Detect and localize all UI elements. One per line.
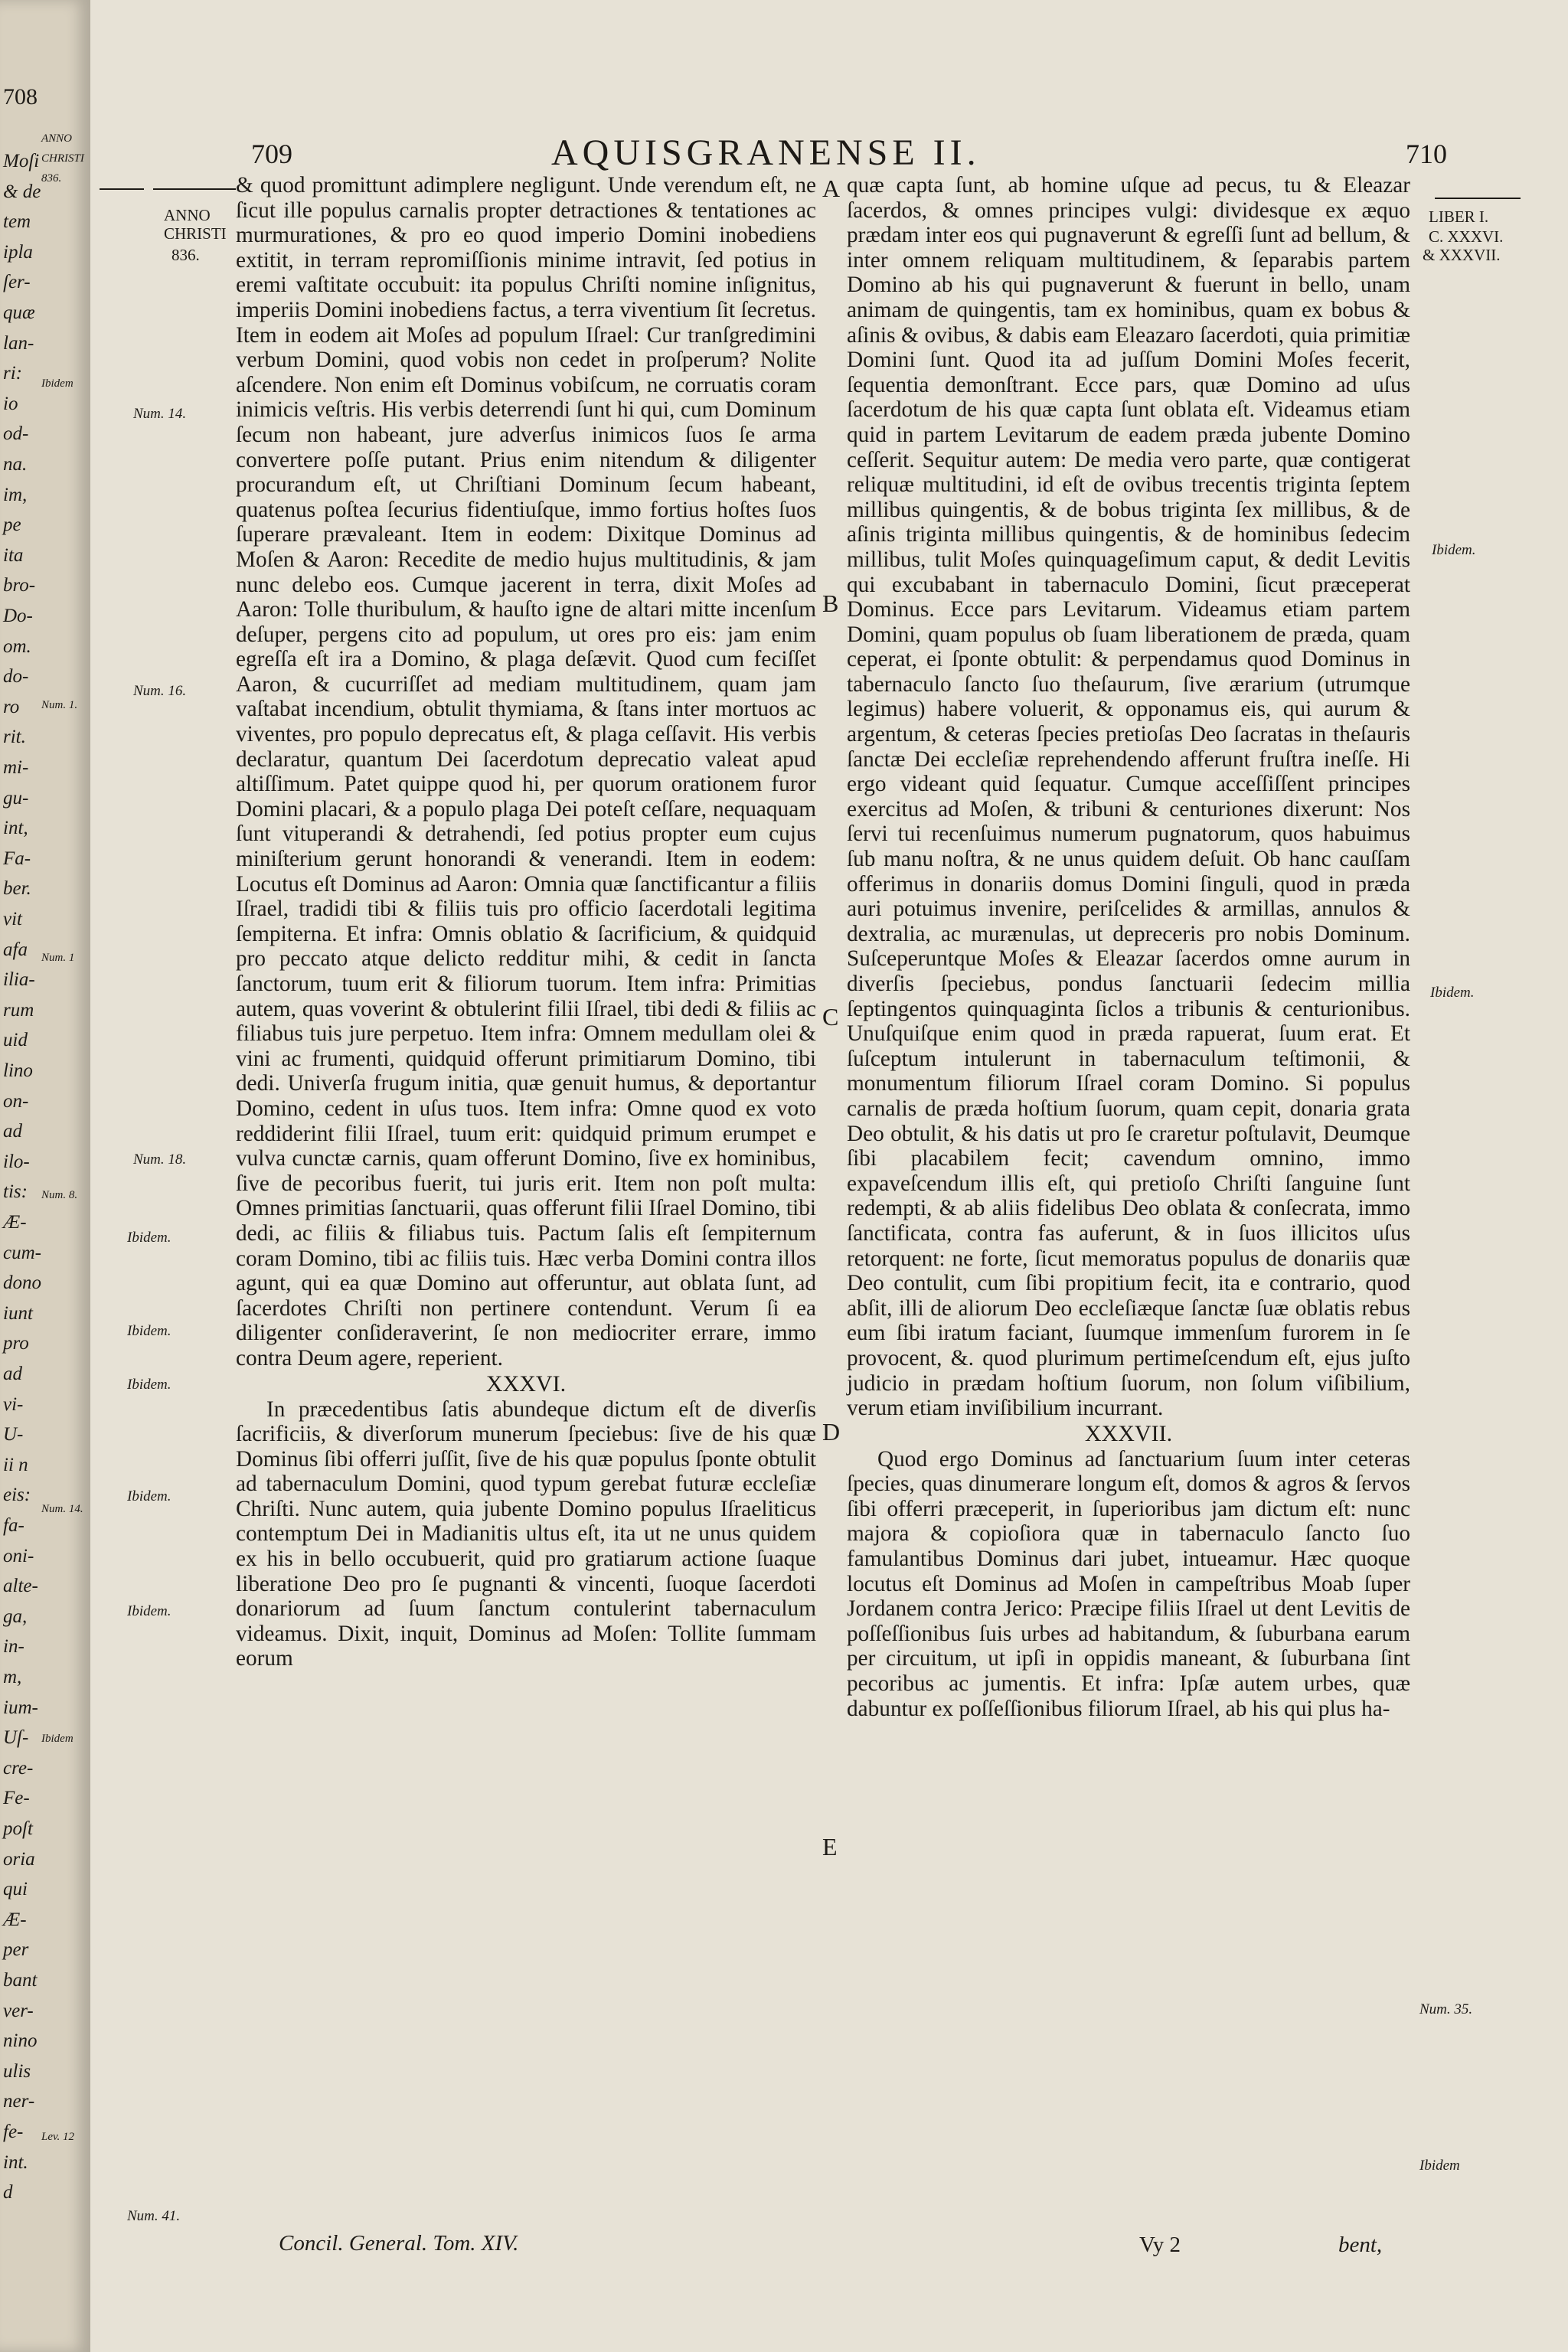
paragraph: Quod ergo Dominus ad ſanctuarium ſuum inter ceteras ſpecies, quas dinumerare longum eſt, domos & agros & ſervos ſibi offerri præceperit, in ſuperioribus jam dictum eſt: nunc majora & copioſiora quæ in tabernaculo ſancto ſuo famulantibus Dominus dari jubet, intueamur. Hæc quoque locutus eſt Dominus ad Moſen in campeſtribus Moab ſuper Jordanem contra Jerico: Præcipe filiis Iſrael ut dent Levitis de poſſeſſionibus ſuis urbes ad habitandum, & ſuburbana earum per circuitum, ut ipſi in oppidis maneant, & ſuburbana ſint pecoribus ac jumentis. Et infra: Ipſæ autem urbes, quæ dabuntur ex poſſeſſionibus filiorum Iſrael, ab his qui plus ha-: [847, 1446, 1410, 1721]
previous-page-fragment: ſer-: [3, 272, 31, 293]
previous-page-fragment: oni-: [3, 1545, 34, 1566]
previous-page-fragment: ga,: [3, 1606, 28, 1627]
previous-page-fragment: ulis: [3, 2060, 31, 2082]
chapter-heading: XXXVI.: [485, 1370, 567, 1396]
previous-page-margin-note: Num. 1.: [41, 699, 78, 711]
margin-note: Ibidem.: [127, 1323, 172, 1339]
section-letter: B: [822, 590, 839, 617]
previous-page-fragment: oria: [3, 1848, 35, 1870]
previous-page-fragment: m,: [3, 1667, 22, 1687]
previous-page-fragment: tis:: [3, 1181, 28, 1203]
previous-page-fragment: afa: [3, 939, 28, 960]
rule-left-column: [153, 188, 236, 190]
right-page-number: 710: [1406, 139, 1447, 169]
previous-page-fragment: alte-: [3, 1576, 38, 1597]
previous-page-fragment: eis:: [3, 1485, 31, 1506]
previous-page-fragment: tem: [3, 211, 31, 233]
previous-page-fragment: Æ-: [3, 1909, 27, 1930]
previous-page-fragment: nino: [3, 2030, 38, 2052]
previous-page-number: 708: [3, 84, 38, 109]
previous-page-fragment: cum-: [3, 1242, 41, 1263]
margin-note: Ibidem.: [127, 1377, 172, 1393]
previous-page-fragment: lan-: [3, 332, 34, 354]
previous-page-fragment: im,: [3, 484, 28, 505]
previous-page-fragment: on-: [3, 1090, 29, 1112]
previous-page-margin-note: Num. 14.: [41, 1503, 83, 1515]
previous-page-fragment: io: [3, 393, 18, 414]
margin-note: Ibidem.: [1432, 542, 1476, 558]
previous-page-fragment: ium-: [3, 1697, 38, 1718]
previous-page-fragment: pe: [3, 514, 21, 536]
margin-liber: LIBER I.: [1429, 207, 1489, 226]
margin-note: Ibidem.: [127, 1488, 172, 1504]
previous-page-fragment: bant: [3, 1970, 38, 1991]
rule-left-margin: [100, 188, 144, 190]
paragraph: quæ capta ſunt, ab homine uſque ad pecus, tu & Eleazar ſacerdos, & omnes principes vulgi: dividesque ex æquo prædam inter eos qui pugnaverunt & egreſſi ſunt ad bellum, & inter omnem reliquam multitudinem, & ſeparabis partem Domino ab his qui pugnaverunt & fuerunt in bello, unam animam de quingentis, tam ex hominibus, quam ex bobus & aſinis & ovibus, & dabis eam Eleazaro ſacerdoti, quia primitiæ Domini ſunt. Quod ita ad juſſum Domini Moſes fecerit, ſequentia demonſtrant. Ecce pars, quæ Domino ad uſus ſacerdotum de his quæ capta ſunt oblata eſt. Videamus etiam quid in partem Levitarum de eadem præda jubente Domino ceſſerit. Sequitur autem: De media vero parte, quæ contigerat reliquæ multitudini, id eſt de ovibus trecentis triginta ſeptem millibus quingentis, & de bobus triginta ſex millibus, & de aſinis triginta millibus quingentis, & de hominibus ſedecim millibus, tulit Moſes quinquageſimum caput, & dedit Levitis qui excubabant in tabernaculo Domini, ſicut præceperat Dominus. Ecce pars Levitarum. Videamus etiam partem Domini, quam populus ob ſuam liberationem de præda, quam ceperat, ei ſponte obtulit: & perpendamus quod Dominus in tabernaculo ſancto ſuo theſaurum, ſive ærarium (utrumque legimus) habere voluerit, & opponamus eis, qui aurum & argentum, & ceteras ſpecies pretioſas Deo ſacratas in theſauris ſanctæ Dei eccleſiæ reprehendendo afferunt fruſtra ineſſe. Hi ergo videant quid ſequatur. Cumque acceſſiſſent principes exercitus ad Moſen, & tribuni & centuriones dixerunt: Nos ſervi tui recenſuimus numerum pugnatorum, quos habuimus ſub manu noſtra, & ne unus quidem deſuit. Ob hanc cauſſam offerimus in donariis domus Domini ſinguli, quod in præda auri potuimus invenire, periſcelides & armillas, annulos & dextralia, ac murænulas, ut depreceris pro nobis Dominum. Suſceperuntque Moſes & Eleazar ſacerdos omne aurum in diverſis ſpeciebus, pondus ſanctuarii ſedecim millia ſeptingentos quinquaginta ſiclos a tribunis & centurionibus. Unuſquiſque enim quod in præda rapuerat, ſuum erat. Et ſuſceptum intulerunt in tabernaculum teſtimonii, & monumentum filiorum Iſrael coram Domino. Si populus carnalis de præda hoſtium ſuorum, quam cepit, donaria grata Deo obtulit, & his datis ut pro ſe craretur poſtulavit, Deumque ſibi placabilem fecit; cavendum omnino, immo expaveſcendum illis eſt, qui pretioſo Chriſti ſanguine ſunt redempti, & ab aliis fidelibus Deo oblata & conſecrata, immo ſanctificata, contra fas auferunt, & in ſuos illicitos uſus retorquent: ne forte, ſicut memoratus populus de donariis quæ Deo contulit, cum ſibi propitium fecit, ita e contrario, quod abſit, illi de aliorum Deo eccleſiæque ſanctæ ſuæ oblatis rebus eum ſibi iratum faciant, ſuumque immenſum furorem in ſe provocent, &. quod plurimum pertimeſcendum eſt, ejus juſto judicio in prædam hoſtium ſuorum, non ſolum viſibilium, verum etiam inviſibilium incurrant.: [847, 173, 1410, 1421]
rule-right-margin: [1435, 198, 1521, 199]
running-title: AQUISGRANENSE II.: [551, 132, 981, 173]
previous-page-fragment: lino: [3, 1060, 33, 1081]
section-letter: D: [822, 1418, 841, 1446]
section-letter: A: [822, 175, 841, 202]
previous-page-fragment: Uſ-: [3, 1727, 29, 1749]
previous-page-fragment: Fa-: [3, 848, 31, 869]
previous-page-fragment: ita: [3, 544, 24, 566]
previous-page-margin-note: Num. 1: [41, 952, 75, 964]
previous-page-fragment: rit.: [3, 727, 26, 748]
margin-chapters: & XXXVII.: [1423, 246, 1501, 264]
previous-page-margin-note: Ibidem: [41, 1733, 74, 1745]
previous-page-fragment: ro: [3, 696, 20, 717]
previous-page-fragment: iunt: [3, 1302, 33, 1324]
section-letter: C: [822, 1003, 839, 1031]
page-leaf: [90, 0, 1568, 2352]
previous-page-margin-note: ANNO: [41, 132, 73, 145]
previous-page-fragment: gu-: [3, 787, 29, 808]
previous-page-fragment: ner-: [3, 2091, 35, 2112]
previous-page-fragment: od-: [3, 423, 29, 445]
margin-note: Num. 35.: [1419, 2001, 1473, 2017]
previous-page-fragment: ver-: [3, 2000, 34, 2021]
margin-note: Ibidem: [1419, 2158, 1460, 2174]
margin-year: 836.: [172, 246, 200, 264]
previous-page-fragment: na.: [3, 454, 28, 475]
previous-page-fragment: cre-: [3, 1757, 34, 1779]
previous-page-fragment: in-: [3, 1636, 24, 1658]
margin-note: Ibidem.: [127, 1603, 172, 1619]
left-column: [236, 173, 816, 1671]
previous-page-fragment: rum: [3, 999, 34, 1021]
previous-page-fragment: quæ: [3, 302, 35, 323]
previous-page-margin-note: Lev. 12: [41, 2131, 75, 2143]
previous-page-fragment: ipla: [3, 241, 33, 263]
previous-page-fragment: uid: [3, 1030, 28, 1051]
previous-page-fragment: ber.: [3, 878, 31, 900]
section-letter: E: [822, 1833, 838, 1860]
margin-note: Num. 41.: [127, 2208, 181, 2224]
previous-page-fragment: do-: [3, 666, 29, 688]
previous-page-fragment: Fe-: [3, 1788, 30, 1809]
previous-page-fragment: U-: [3, 1424, 24, 1446]
previous-page-fragment: om.: [3, 635, 31, 657]
previous-page-margin-note: Ibidem: [41, 377, 74, 390]
previous-page-fragment: bro-: [3, 575, 36, 596]
previous-page-fragment: ad: [3, 1121, 22, 1142]
margin-note: Num. 16.: [133, 683, 187, 699]
previous-page-fragment: & de: [3, 181, 41, 202]
paragraph: & quod promittunt adimplere negligunt. Unde verendum eſt, ne ſicut ille populus carnalis propter detractiones & tentationes ac murmurationes, & pro eo quod imperio Domini inobediens extitit, in terram repromiſſionis minime intravit, ſed potius in eremi vaſtitate occubuit: ita populus Chriſti nomine inſignitus, imperiis Domini inobediens factus, a terra viventium ſit ſecretus. Item in eodem ait Moſes ad populum Iſrael: Cur tranſgredimini verbum Domini, quod vobis non cedet in proſperum? Nolite aſcendere. Non enim eſt Dominus vobiſcum, ne corruatis coram inimicis veſtris. His verbis deterrendi ſunt hi qui, cum Dominum ſecum non habeant, jure adverſus inimicos ſuos ſe arma convertere poſſe putant. Prius enim nitendum & diligenter procurandum eſt, ut Chriſtiani Dominum ſecum habeant, quatenus poſtea ſecurius fidentiuſque, immo fortius hoſtes ſuos ſuperare prævaleant. Item in eodem: Dixitque Dominus ad Moſen & Aaron: Recedite de medio hujus multitudinis, & jam nunc delebo eos. Cumque jacerent in terra, dixit Moſes ad Aaron: Tolle thuribulum, & hauſto igne de altari mitte incenſum deſuper, pergens cito ad populum, ut ores pro eis: jam enim egreſſa eſt ira a Domino, & plaga deſævit. Quod cum feciſſet Aaron, & cucurriſſet ad mediam multitudinem, quam jam vaſtabat incendium, obtulit thymiama, & ſtans inter mortuos ac viventes, pro populo deprecatus eſt, & plaga ceſſavit. His verbis declaratur, quantum Dei ſacerdotum deprecatio valeat apud altiſſimum. Patet quippe quod hi, per quorum orationem furor Domini placari, & a populo plaga Dei poteſt ceſſare, nequaquam ſunt vituperandi & detrahendi, ſed potius propter eum cujus miniſterium gerunt honorandi & venerandi. Item in eodem: Locutus eſt Dominus ad Aaron: Omnia quæ ſanctificantur a filiis Iſrael, tradidi tibi & filiis tuis pro officio ſacerdotali legitima ſempiterna. Et infra: Omnis oblatio & ſacrificium, & quidquid pro peccato atque delicto redditur mihi, & cedit in ſancta ſanctorum, tuum erit & filiorum tuorum. Item infra: Primitias autem, quas voverint & obtulerint filii Iſrael, tibi dedi & filiis ac filiabus tuis jure perpetuo. Item infra: Omnem medullam olei & vini ac frumenti, quidquid offerunt primitiarum Domino, tibi dedi. Univerſa frugum initia, quæ genuit humus, & deportantur Domino, cedent in uſus tuos. Item infra: Omne quod ex voto reddiderint filii Iſrael, tuum erit: quidquid primum erumpet e vulva cunctæ carnis, quam offerunt Domino, ſive ex hominibus, ſive de pecoribus fuerit, tui juris erit. Item non poſt multa: Omnes primitias ſanctuarii, quas offerunt filii Iſrael Domino, tibi dedi, ac filiis & filiabus tuis. Pactum ſalis eſt ſempiternum coram Domino, tibi ac filiis tuis. Hæc verba Domini contra illos agunt, qui ea quæ Domino aut offeruntur, aut oblata ſunt, ad ſacerdotes Chriſti non pertinere contendunt. Verum ſi ea diligenter conſideraverint, ſe non mediocriter errare, immo contra Deum agere, reperient.: [236, 173, 816, 1370]
margin-anno: ANNO: [164, 206, 211, 224]
previous-page-fragment: Æ-: [3, 1212, 27, 1233]
previous-page-margin-note: CHRISTI: [41, 152, 84, 165]
right-column: [847, 173, 1410, 1721]
margin-note: Ibidem.: [127, 1230, 172, 1246]
previous-page-fragment: fa-: [3, 1515, 24, 1536]
previous-page-fragment: mi-: [3, 757, 29, 778]
previous-page-fragment: ri:: [3, 363, 22, 384]
margin-note: Num. 18.: [133, 1152, 187, 1168]
previous-page-fragment: ilia-: [3, 969, 35, 991]
margin-christi: CHRISTI: [164, 224, 227, 243]
chapter-heading: XXXVII.: [1084, 1420, 1173, 1446]
previous-page-fragment: int,: [3, 818, 28, 839]
footer-series: Concil. General. Tom. XIV.: [279, 2231, 519, 2256]
footer-signature: Vy 2: [1139, 2233, 1181, 2257]
previous-page-margin-note: Num. 8.: [41, 1189, 78, 1201]
previous-page-fragment: pro: [3, 1333, 29, 1354]
previous-page-fragment: ilo-: [3, 1151, 30, 1172]
footer-catchword: bent,: [1338, 2233, 1383, 2257]
margin-note: Ibidem.: [1430, 985, 1475, 1001]
previous-page-fragment: qui: [3, 1879, 28, 1900]
previous-page-fragment: ii n: [3, 1454, 28, 1475]
previous-page-fragment: Do-: [3, 606, 33, 626]
paragraph: In præcedentibus ſatis abundeque dictum eſt de diverſis ſacrificiis, & diverſorum munerum ſpeciebus: ſive de his quæ Dominus ſibi offerri juſſit, ſive de his quæ populus ſponte obtulit ad tabernaculum Domini, quod typum gerebat futuræ eccleſiæ Chriſti. Nunc autem, quia jubente Domino populus Iſraeliticus contemptum Dei in Madianitis ultus eſt, ita ut ne unus quidem ex his in bello occubuerit, quid pro gratiarum actione ſuaque liberatione Deo pro ſe pugnanti & vincenti, ſuoque ſacerdoti donariorum ad ſuum ſanctum contulerint tabernaculum videamus. Dixit, inquit, Dominus ad Moſen: Tollite ſummam eorum: [236, 1396, 816, 1671]
previous-page-fragment: Moſi: [3, 151, 40, 172]
previous-page-strip: [0, 0, 92, 2352]
previous-page-margin-note: 836.: [41, 172, 62, 185]
previous-page-fragment: per: [3, 1939, 29, 1961]
left-page-number: 709: [251, 139, 292, 169]
previous-page-fragment: poſt: [3, 1818, 33, 1839]
previous-page-fragment: vi-: [3, 1393, 24, 1415]
margin-chapters: C. XXXVI.: [1429, 227, 1504, 246]
previous-page-fragment: int.: [3, 2151, 28, 2173]
previous-page-fragment: vit: [3, 909, 22, 929]
previous-page-fragment: fe-: [3, 2122, 24, 2142]
margin-note: Num. 14.: [133, 406, 187, 422]
previous-page-fragment: d: [3, 2182, 13, 2203]
previous-page-fragment: dono: [3, 1272, 41, 1294]
previous-page-fragment: ad: [3, 1364, 22, 1384]
